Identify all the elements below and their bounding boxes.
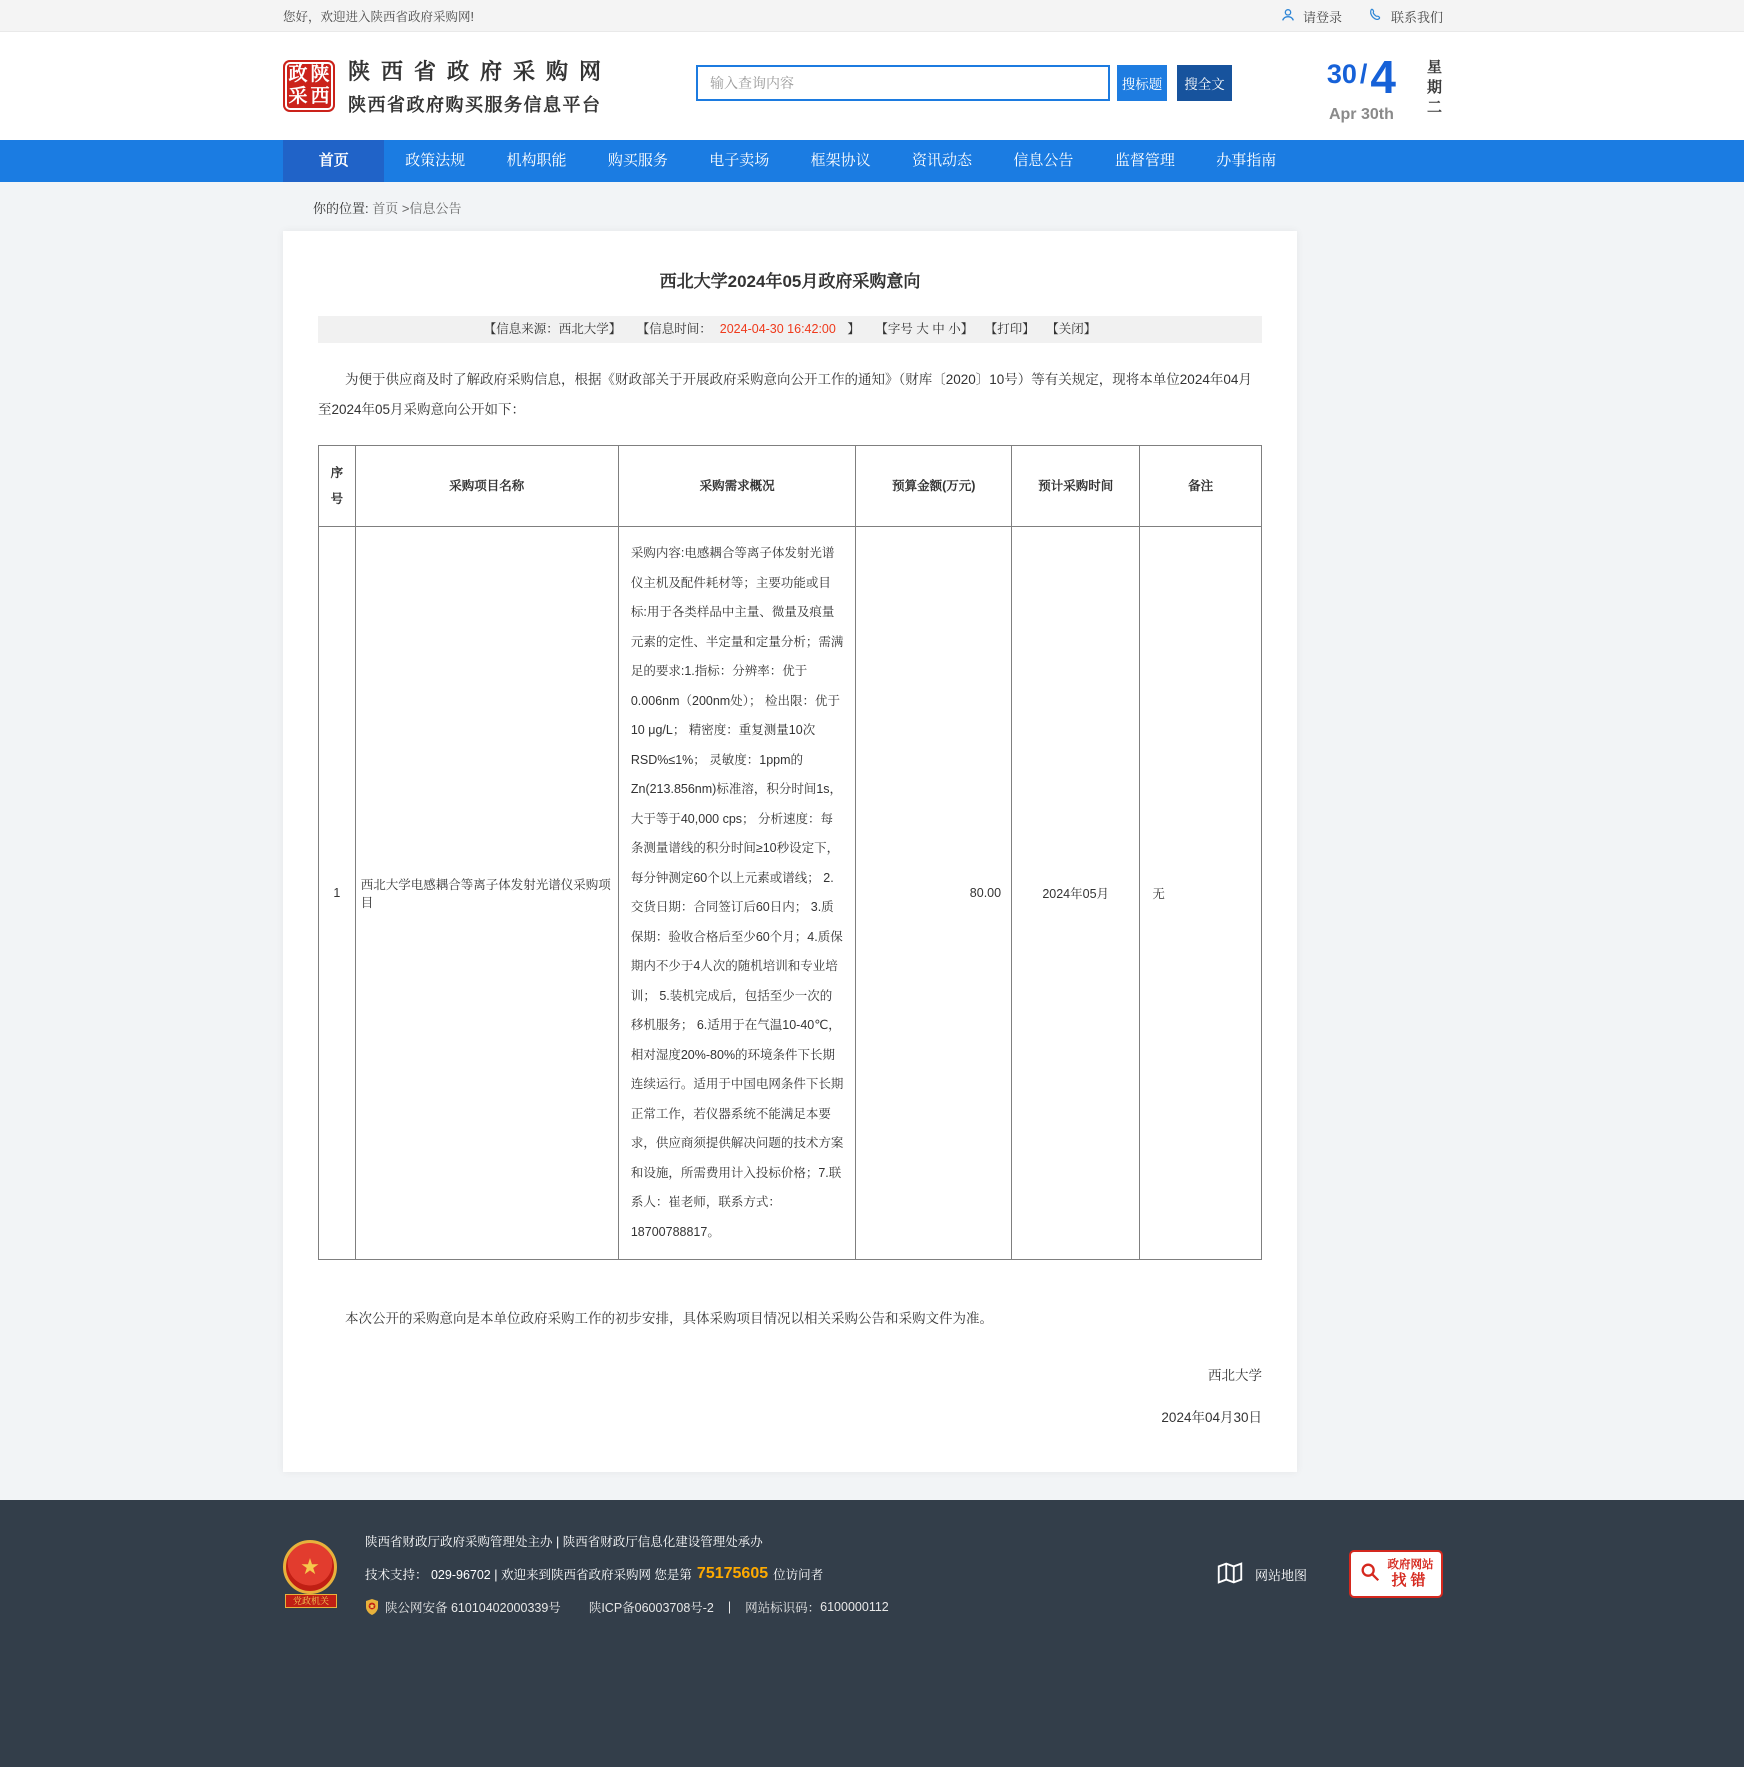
find-error-badge[interactable] — [1349, 1550, 1443, 1598]
article-meta-bar — [318, 316, 1262, 343]
breadcrumb-separator: > — [401, 201, 410, 216]
footer-support-prefix: 技术支持： 029-96702 | 欢迎来到陕西省政府采购网 您是第 — [365, 1568, 692, 1582]
visitor-count: 75175605 — [696, 1565, 769, 1582]
nav-item-framework[interactable]: 框架协议 — [810, 152, 871, 169]
government-emblem-badge — [283, 1540, 339, 1608]
cell-note: 无 — [1140, 527, 1262, 1260]
police-registration[interactable]: 陕公网安备 61010402000339号 — [385, 1601, 561, 1615]
signature: 西北大学 — [1208, 1368, 1262, 1383]
magnifier-icon — [1359, 1561, 1381, 1588]
user-icon — [1280, 7, 1296, 26]
meta-time-suffix: 】 — [843, 322, 860, 336]
nav-item-policies[interactable]: 政策法规 — [405, 152, 466, 169]
table-header-row — [319, 446, 1262, 527]
date-english: Apr 30th — [1328, 106, 1394, 123]
emblem-star-icon: ★ — [283, 1540, 337, 1594]
main-area — [0, 182, 1744, 1500]
sitemap-link[interactable] — [1215, 1558, 1307, 1591]
nav-item-purchase-service[interactable]: 购买服务 — [607, 152, 668, 169]
nav-item-e-market[interactable]: 电子卖场 — [709, 152, 770, 169]
icp-registration[interactable]: 陕ICP备06003708号-2 — [588, 1601, 714, 1615]
signature-date: 2024年04月30日 — [1161, 1410, 1262, 1425]
phone-icon — [1368, 7, 1384, 26]
nav-item-announcements[interactable]: 信息公告 — [1013, 152, 1074, 169]
article-card — [283, 231, 1297, 1472]
col-header-note: 备注 — [1140, 446, 1262, 527]
search-title-button[interactable]: 搜标题 — [1117, 65, 1167, 101]
article-title: 西北大学2024年05月政府采购意向 — [659, 272, 921, 291]
cell-demand: 采购内容:电感耦合等离子体发射光谱仪主机及配件耗材等；主要功能或目标:用于各类样品中主量、微量及痕量元素的定性、半定量和定量分析；需满足的要求:1.指标：分辨率：优于0.006nm（200nm处）； 检出限：优于10 μg/L； 精密度：重复测量10次RSD%≤1%； 灵敏度：1ppm的Zn(213.856nm)标准溶，积分时间1s，大于等于40,000 cps； 分析速度：每条测量谱线的积分时间≥10秒设定下，每分钟测定60个以上元素或谱线； 2.交货日期：合同签订后60日内； 3.质保期：验收合格后至少60个月；4.质保期内不少于4人次的随机培训和专业培训； 5.装机完成后，包括至少一次的移机服务； 6.适用于在气温10-40℃，相对湿度20%-80%的环境条件下长期连续运行。适用于中国电网条件下长期正常工作，若仪器系统不能满足本要求，供应商须提供解决问题的技术方案和设施，所需费用计入投标价格；7.联系人：崔老师，联系方式：18700788817。 — [618, 527, 856, 1260]
nav-item-news[interactable]: 资讯动态 — [912, 152, 973, 169]
date-month: 4 — [1370, 51, 1396, 103]
search-fulltext-button[interactable]: 搜全文 — [1177, 65, 1232, 101]
col-header-no: 序号 — [319, 446, 356, 527]
site-subtitle: 陕西省政府购买服务信息平台 — [348, 95, 602, 115]
site-code-label: 网站标识码： — [745, 1601, 821, 1615]
meta-time — [633, 322, 868, 336]
procurement-table — [318, 445, 1262, 1260]
footer-sep: | — [727, 1600, 732, 1614]
cell-no: 1 — [319, 527, 356, 1260]
date-weekday: 星期二 — [1426, 59, 1442, 116]
cell-time: 2024年05月 — [1012, 527, 1140, 1260]
date-slash: / — [1359, 59, 1368, 89]
meta-time-value: 2024-04-30 16:42:00 — [719, 322, 836, 336]
nav-item-home[interactable]: 首页 — [283, 140, 384, 182]
col-header-time: 预计采购时间 — [1012, 446, 1140, 527]
print-button[interactable]: 【打印】 — [984, 322, 1035, 336]
site-title: 陕西省政府采购网 — [348, 59, 613, 84]
nav-item-functions[interactable]: 机构职能 — [506, 152, 567, 169]
nav-item-guide[interactable]: 办事指南 — [1216, 152, 1277, 169]
footer-registration-line — [365, 1598, 889, 1616]
closing-paragraph: 本次公开的采购意向是本单位政府采购工作的初步安排，具体采购项目情况以相关采购公告和采购文件为准。 — [345, 1311, 993, 1326]
col-header-name: 采购项目名称 — [355, 446, 618, 527]
close-button[interactable]: 【关闭】 — [1046, 322, 1097, 336]
breadcrumb-home-link[interactable]: 首页 — [372, 201, 399, 216]
site-footer — [0, 1500, 1744, 1767]
find-error-line1: 政府网站 — [1387, 1559, 1434, 1571]
police-badge-icon — [365, 1599, 379, 1615]
site-header — [0, 32, 1744, 140]
sitemap-label: 网站地图 — [1254, 1567, 1307, 1583]
topbar — [0, 0, 1744, 32]
search-input[interactable] — [696, 65, 1110, 101]
breadcrumb-current: 信息公告 — [409, 201, 462, 216]
breadcrumb-prefix: 你的位置: — [313, 201, 369, 216]
site-code-value: 6100000112 — [820, 1600, 889, 1614]
date-widget — [1326, 51, 1443, 124]
logo-line1: 政陕 — [288, 64, 333, 85]
intro-paragraph: 为便于供应商及时了解政府采购信息，根据《财政部关于开展政府采购意向公开工作的通知》（财库〔2020〕10号）等有关规定，现将本单位2024年04月至2024年05月采购意向公开如下： — [318, 372, 1252, 417]
contact-link[interactable] — [1368, 7, 1443, 26]
footer-support-line — [365, 1565, 889, 1583]
meta-time-prefix: 【信息时间： — [636, 322, 712, 336]
search-bar — [696, 65, 1232, 101]
cell-project-name: 西北大学电感耦合等离子体发射光谱仪采购项目 — [355, 527, 618, 1260]
login-label: 请登录 — [1302, 9, 1342, 25]
footer-organizer-line: 陕西省财政厅政府采购管理处主办 | 陕西省财政厅信息化建设管理处承办 — [365, 1535, 763, 1549]
find-error-line2: 找错 — [1391, 1572, 1430, 1589]
table-row — [319, 527, 1262, 1260]
breadcrumb — [283, 182, 1297, 231]
col-header-budget: 预算金额(万元) — [856, 446, 1012, 527]
col-header-demand: 采购需求概况 — [618, 446, 856, 527]
logo-line2: 采西 — [288, 86, 333, 107]
meta-source: 【信息来源：西北大学】 — [483, 322, 622, 336]
date-day: 30 — [1326, 59, 1357, 89]
contact-label: 联系我们 — [1390, 9, 1443, 25]
map-icon — [1215, 1558, 1245, 1591]
cell-budget: 80.00 — [856, 527, 1012, 1260]
emblem-ribbon-label: 党政机关 — [285, 1594, 337, 1608]
footer-support-suffix: 位访问者 — [773, 1568, 824, 1582]
main-nav — [0, 140, 1744, 182]
nav-item-supervision[interactable]: 监督管理 — [1114, 152, 1175, 169]
welcome-text: 您好，欢迎进入陕西省政府采购网! — [283, 10, 474, 24]
site-logo[interactable] — [283, 60, 335, 112]
login-link[interactable] — [1280, 7, 1342, 26]
font-size-controls[interactable]: 【字号 大 中 小】 — [875, 322, 974, 336]
